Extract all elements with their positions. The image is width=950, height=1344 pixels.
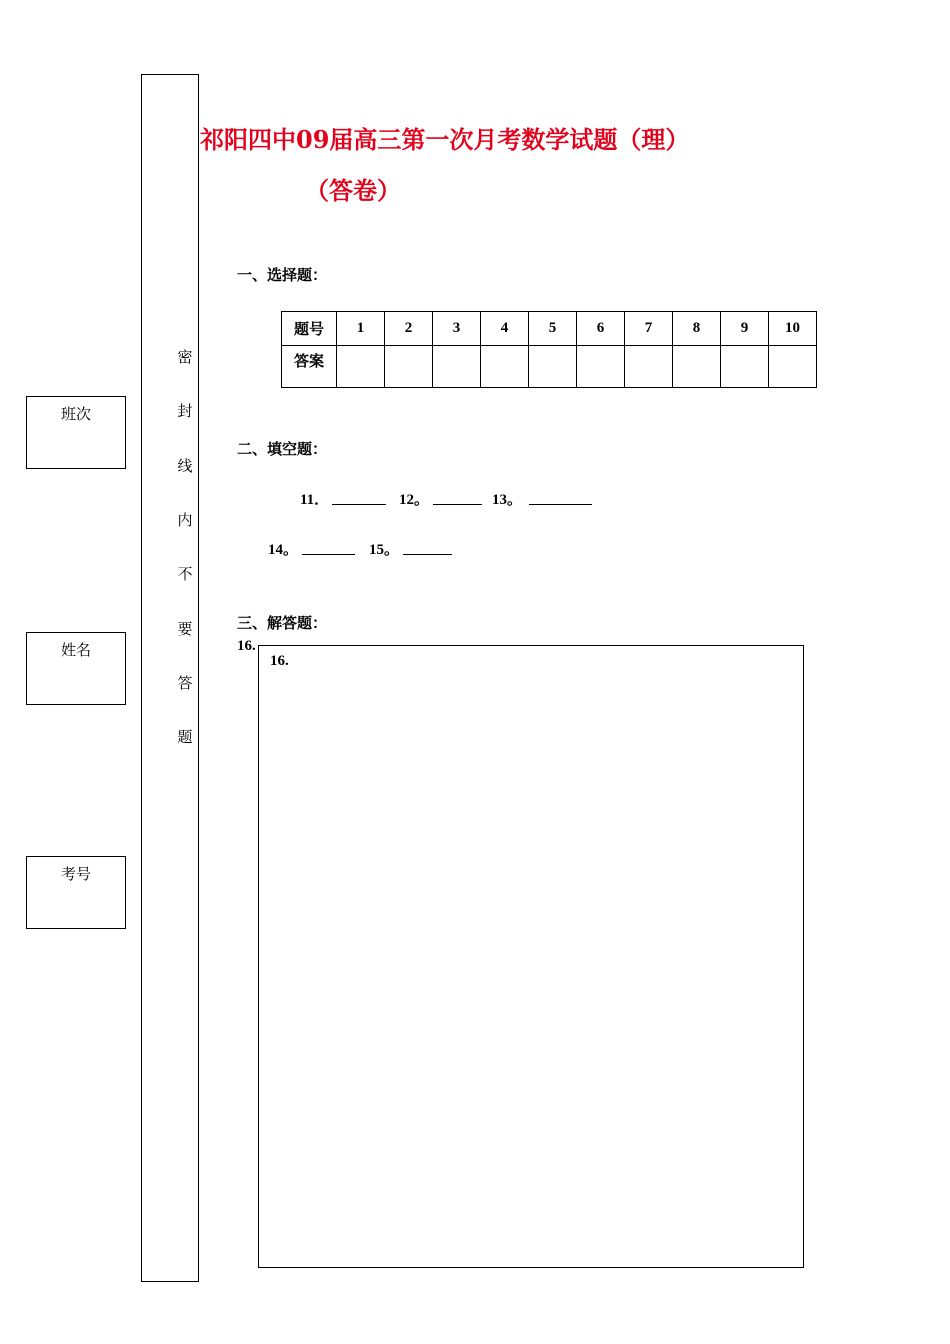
question-number-cell: 5 [529, 312, 577, 346]
answer-blank-12[interactable] [433, 504, 482, 505]
seal-char: 密 [177, 348, 193, 366]
question-16-label: 16. [270, 653, 289, 669]
question-15-label: 15。 [369, 542, 400, 558]
section-fill-in-heading: 二、填空题： [237, 440, 328, 458]
question-14-label: 14。 [268, 542, 299, 558]
answer-cell[interactable] [577, 346, 625, 388]
answer-blank-11[interactable] [332, 504, 386, 505]
question-number-cell: 10 [769, 312, 817, 346]
seal-char: 不 [177, 565, 193, 583]
question-number-cell: 1 [337, 312, 385, 346]
class-field[interactable] [26, 396, 126, 469]
seal-char: 要 [177, 620, 193, 638]
question-number-cell: 6 [577, 312, 625, 346]
answer-cell[interactable] [673, 346, 721, 388]
answer-blank-14[interactable] [302, 554, 355, 555]
question-number-cell: 3 [433, 312, 481, 346]
seal-char: 答 [177, 674, 193, 692]
section-multiple-choice-heading: 一、选择题： [237, 266, 328, 284]
answer-cell[interactable] [481, 346, 529, 388]
question-13-label: 13。 [492, 492, 523, 508]
answer-blank-15[interactable] [403, 554, 452, 555]
answer-blank-13[interactable] [529, 504, 592, 505]
table-row [282, 346, 817, 388]
page-title: 祁阳四中09届高三第一次月考数学试题（理） [200, 125, 690, 154]
name-label: 姓名 [60, 641, 91, 659]
question-number-cell: 7 [625, 312, 673, 346]
question-12-label: 12。 [399, 492, 430, 508]
answer-cell[interactable] [529, 346, 577, 388]
table-row [282, 312, 817, 346]
section-solution-heading: 三、解答题： [237, 614, 328, 632]
answer-cell[interactable] [769, 346, 817, 388]
exam-number-field[interactable] [26, 856, 126, 929]
question-number-header: 题号 [282, 312, 337, 346]
question-number-cell: 8 [673, 312, 721, 346]
answer-header: 答案 [282, 346, 337, 388]
answer-table [281, 311, 817, 388]
class-label: 班次 [60, 405, 91, 423]
question-11-label: 11． [300, 492, 330, 508]
seal-char: 封 [177, 402, 193, 420]
seal-char: 题 [177, 728, 193, 746]
seal-char: 线 [177, 457, 193, 475]
answer-cell[interactable] [625, 346, 673, 388]
question-number-cell: 9 [721, 312, 769, 346]
question-16-outer-label: 16. [237, 638, 256, 654]
answer-cell[interactable] [385, 346, 433, 388]
answer-cell[interactable] [433, 346, 481, 388]
exam-number-label: 考号 [60, 865, 91, 883]
question-number-cell: 2 [385, 312, 433, 346]
seal-char: 内 [177, 511, 193, 529]
question-number-cell: 4 [481, 312, 529, 346]
question-16-answer-box[interactable] [258, 645, 804, 1268]
name-field[interactable] [26, 632, 126, 705]
page-subtitle: （答卷） [305, 176, 401, 205]
answer-cell[interactable] [337, 346, 385, 388]
answer-cell[interactable] [721, 346, 769, 388]
